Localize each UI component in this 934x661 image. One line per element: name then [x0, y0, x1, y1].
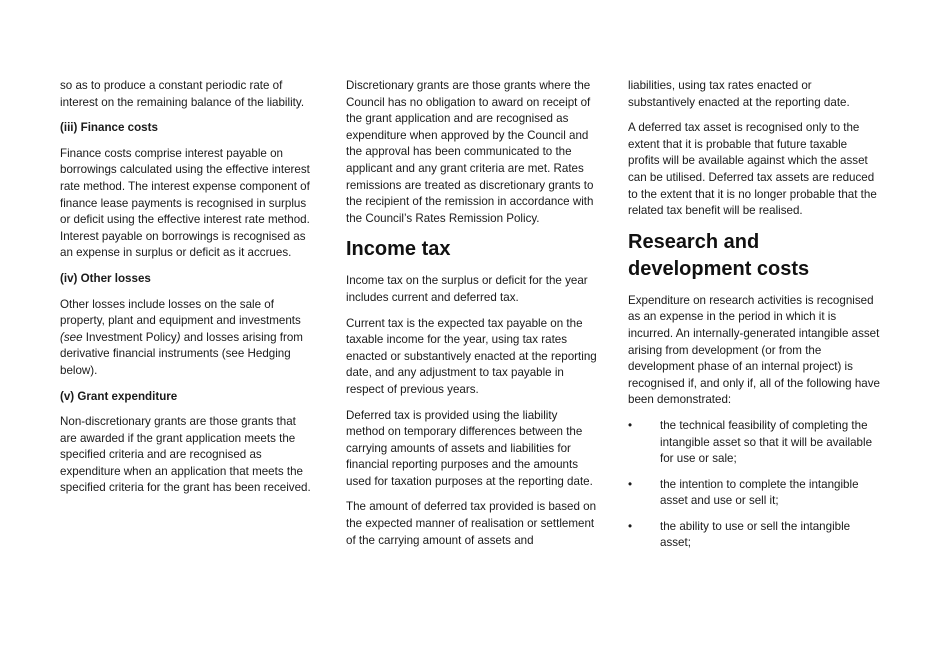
other-losses-text-a: Other losses include losses on the sale of property, plant and equipment and investments	[60, 297, 301, 328]
paragraph-deferred-tax: Deferred tax is provided using the liability method on temporary differences between the carrying amounts of assets and liabilities for financial reporting purposes and the amounts used for taxation purposes at the reporting date.	[346, 408, 593, 488]
paragraph-finance-costs: Finance costs comprise interest payable on borrowings calculated using the effective interest rate method. The interest expense component of finance lease payments is recognised in surplus or deficit using the effective interest rate method. Interest payable on borrowings is recognised as an expense in surplus or deficit as it accrues.	[60, 146, 310, 260]
list-item-text: the technical feasibility of completing the intangible asset so that it will be available for use or sale;	[660, 418, 873, 466]
heading-grant-expenditure: (v) Grant expenditure	[60, 389, 178, 403]
other-losses-text-c: and losses arising from derivative financial instruments (see Hedging below).	[60, 330, 303, 377]
bullet-icon: •	[628, 477, 633, 491]
paragraph-other-losses	[60, 297, 312, 380]
paragraph-deferred-tax-amount: The amount of deferred tax provided is based on the expected manner of realisation or settlement of the carrying amount of assets and	[346, 500, 597, 547]
paragraph-discretionary-grants: Discretionary grants are those grants where the Council has no obligation to award on receipt of the grant application and are recognised as expenditure when approved by the Council and the approval has been communicated to the applicant and any grant criteria are met. Rates remissions are treated as discretionary grants to the recipient of the remission in accordance with the Council’s Rates Remission Policy.	[346, 79, 594, 225]
paragraph-income-tax: Income tax on the surplus or deficit for the year includes current and deferred tax.	[346, 274, 588, 304]
paragraph-liability-continued: so as to produce a constant periodic rate of interest on the remaining balance of the liability.	[60, 79, 305, 109]
list-item	[628, 477, 880, 510]
column-1	[60, 78, 312, 506]
other-losses-see: (see	[60, 330, 83, 344]
bullet-icon: •	[628, 418, 633, 432]
paragraph-deferred-tax-asset: A deferred tax asset is recognised only to the extent that it is probable that future taxable profits will be available against which the asset can be utilised. Deferred tax assets are reduced to the extent that it is no longer probable that the related tax benefit will be realised.	[628, 121, 877, 218]
other-losses-investment-policy: Investment Policy	[82, 330, 177, 344]
heading-research-development: Research and development costs	[628, 230, 810, 280]
list-item-text: the intention to complete the intangible asset and use or sell it;	[660, 477, 859, 508]
paragraph-current-tax: Current tax is the expected tax payable on the taxable income for the year, using tax rates enacted or substantively enacted at the reporting date, and any adjustment to tax payable in respect of previous years.	[346, 316, 597, 396]
list-item-text: the ability to use or sell the intangible asset;	[660, 519, 851, 550]
heading-finance-costs: (iii) Finance costs	[60, 121, 158, 135]
paragraph-liabilities-continued: liabilities, using tax rates enacted or substantively enacted at the reporting date.	[628, 79, 850, 109]
paragraph-grant-expenditure: Non-discretionary grants are those grants that are awarded if the grant application meets the specified criteria and are recognised as expenditure when an application that meets the specified criteria for the grant has been received.	[60, 415, 311, 495]
column-3	[628, 78, 880, 561]
criteria-list	[628, 418, 880, 552]
list-item	[628, 519, 880, 552]
heading-other-losses: (iv) Other losses	[60, 271, 151, 285]
other-losses-close-paren: )	[176, 330, 181, 344]
paragraph-research-expenditure: Expenditure on research activities is recognised as an expense in the period in which it is incurred. An internally-generated intangible asset arising from development (or from the development phase of an internal project) is recognised if, and only if, all of the following have been demonstrated:	[628, 293, 880, 407]
column-2	[346, 78, 598, 558]
bullet-icon: •	[628, 519, 633, 533]
list-item	[628, 418, 880, 468]
heading-income-tax: Income tax	[346, 238, 451, 261]
